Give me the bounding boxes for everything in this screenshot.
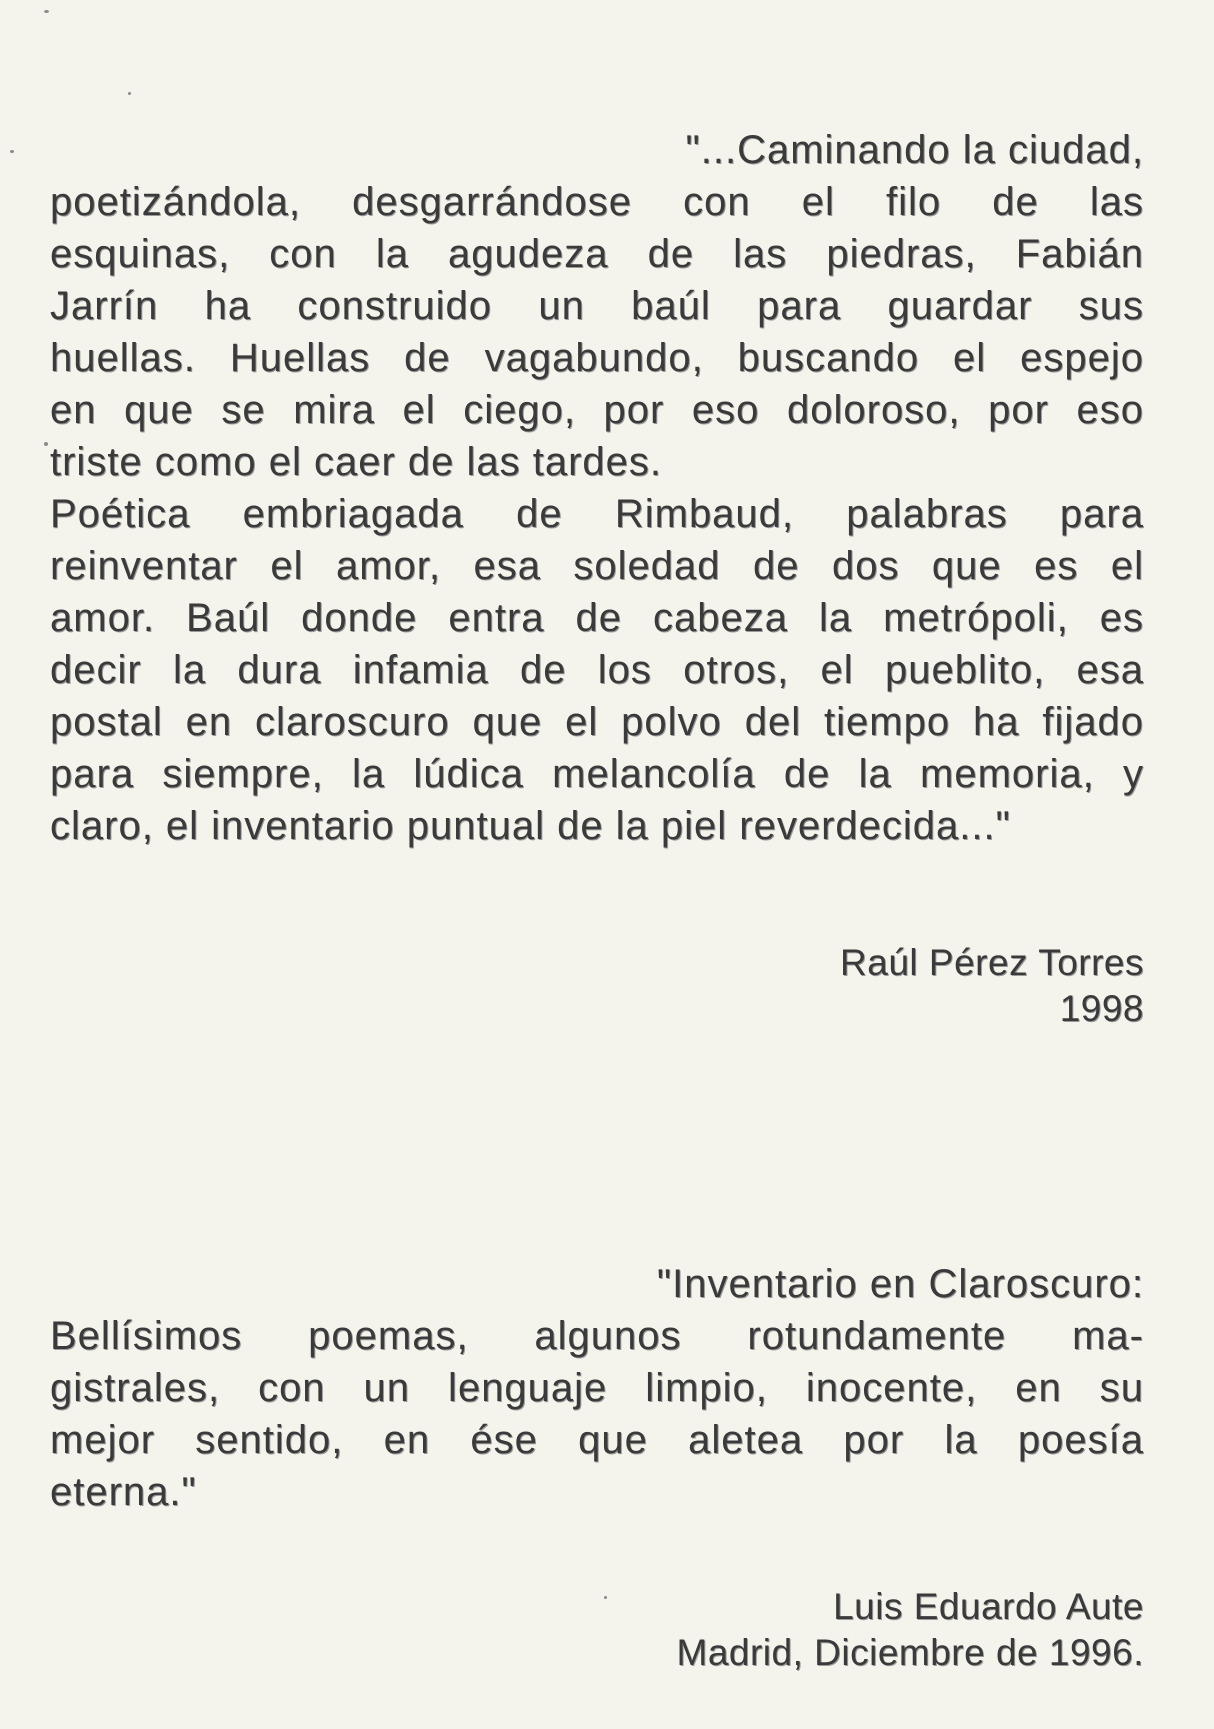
attribution-raul-perez-torres [840,940,1144,1032]
attribution-luis-eduardo-aute [677,1584,1145,1676]
quote-line: "...Caminando la ciudad, [685,128,1144,172]
paper-speck [128,92,131,95]
quote-line: claro, el inventario puntual de la piel reverdecida..." [50,804,1011,848]
paper-speck [44,442,48,446]
author-name: Luis Eduardo Aute [833,1586,1144,1627]
quote-line: eterna." [50,1470,197,1514]
paper-speck [604,1596,607,1599]
quote-line: "Inventario en Claroscuro: [656,1262,1144,1306]
quote-raul-perez-torres [50,124,1144,852]
author-year: 1998 [1059,988,1144,1029]
quote-line: amor. Baúl donde entra de cabeza la metrópoli, es [50,596,1144,640]
quote-line: Bellísimos poemas, algunos rotundamente ma- [50,1314,1144,1358]
quote-luis-eduardo-aute [50,1258,1144,1518]
quote-line: huellas. Huellas de vagabundo, buscando el espejo [50,336,1144,380]
paper-speck [44,10,49,13]
author-place-date: Madrid, Diciembre de 1996. [676,1632,1144,1673]
quote-line: reinventar el amor, esa soledad de dos que es el [50,544,1144,588]
quote-line: en que se mira el ciego, por eso doloroso, por eso [50,388,1144,432]
quote-line: para siempre, la lúdica melancolía de la memoria, y [50,752,1144,796]
quote-line: gistrales, con un lenguaje limpio, inocente, en su [50,1366,1144,1410]
author-name: Raúl Pérez Torres [840,942,1144,983]
quote-line: mejor sentido, en ése que aletea por la poesía [50,1418,1144,1462]
quote-line: postal en claroscuro que el polvo del tiempo ha fijado [50,700,1144,744]
paper-speck [10,150,14,153]
quote-line: Poética embriagada de Rimbaud, palabras para [50,492,1144,536]
quote-line: poetizándola, desgarrándose con el filo de las [50,180,1144,224]
quote-line: esquinas, con la agudeza de las piedras, Fabián [50,232,1144,276]
quote-line: Jarrín ha construido un baúl para guardar sus [50,284,1144,328]
quote-line: decir la dura infamia de los otros, el pueblito, esa [50,648,1144,692]
quote-line: triste como el caer de las tardes. [50,440,663,484]
